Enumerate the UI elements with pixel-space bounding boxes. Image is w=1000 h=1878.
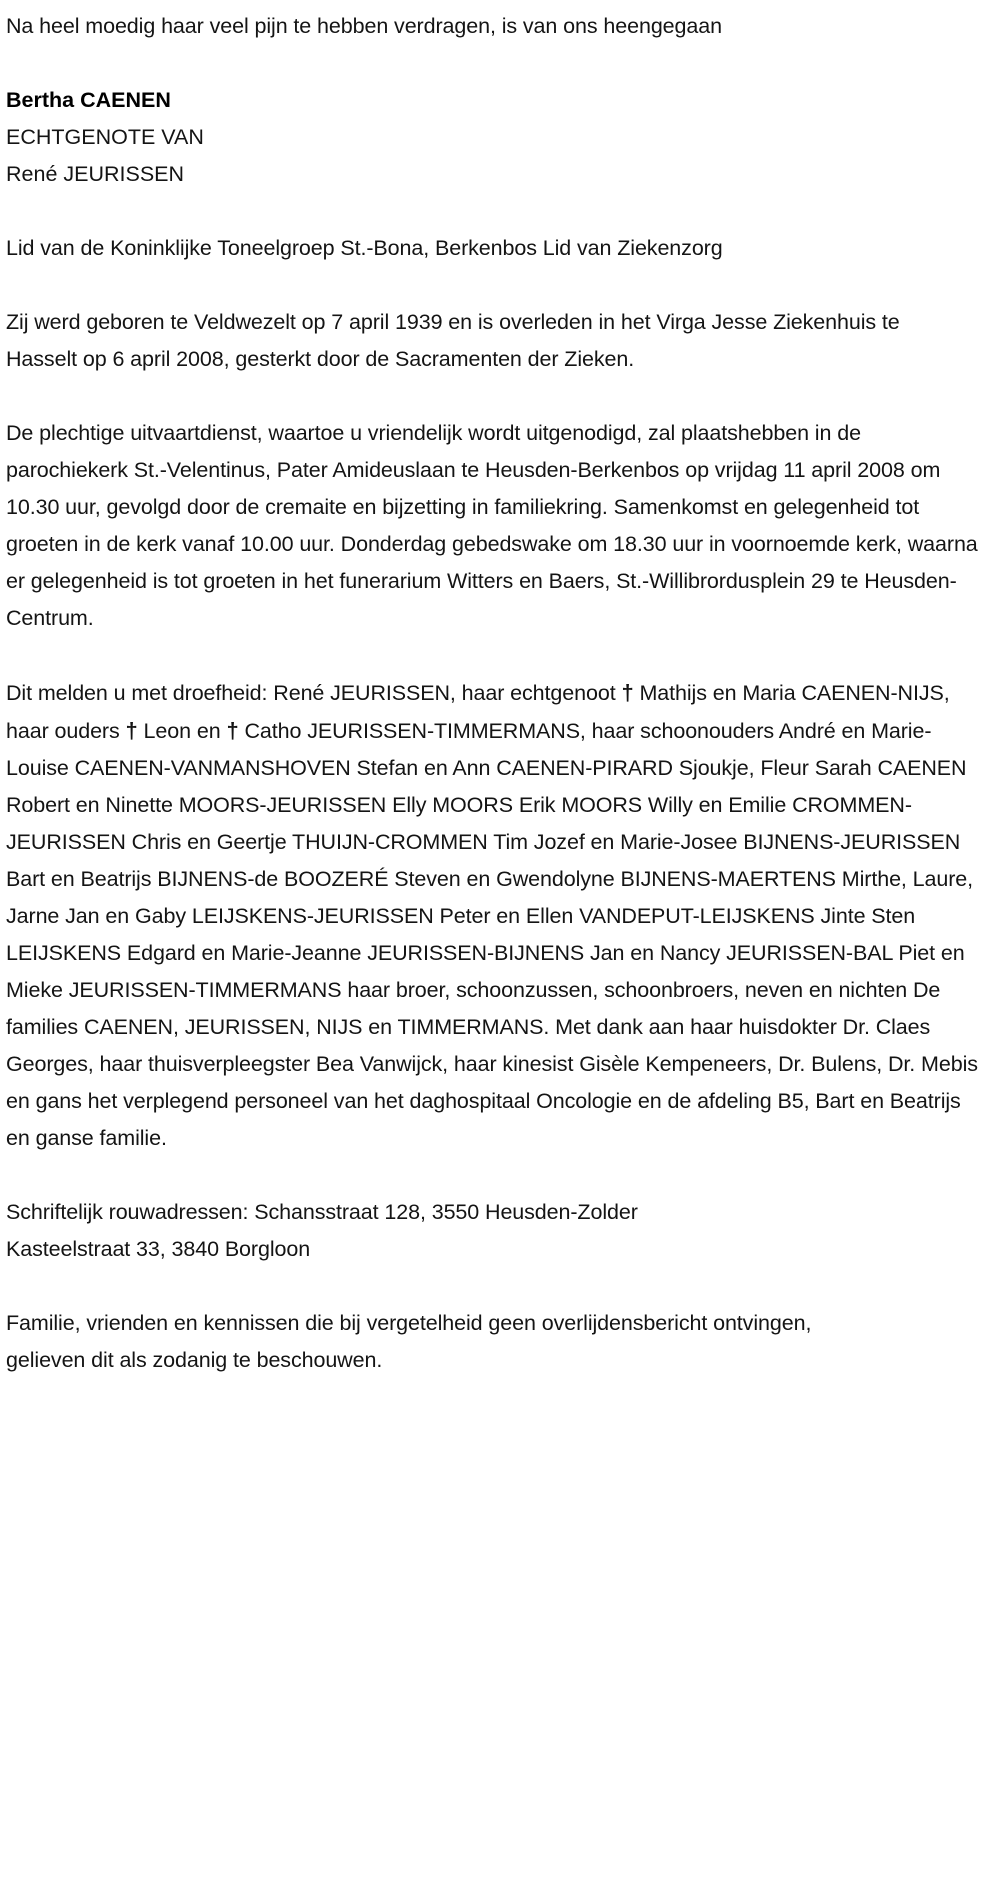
addresses-section (6, 1194, 986, 1268)
spacer (6, 1268, 986, 1305)
deceased-section (6, 82, 986, 193)
address-primary: Schriftelijk rouwadressen: Schansstraat 128, 3550 Heusden-Zolder (6, 1200, 638, 1224)
service-section (6, 415, 986, 637)
family-segment-2: Leon en (137, 719, 227, 743)
dagger-icon: † (621, 680, 634, 705)
closing-section (6, 1305, 986, 1379)
family-section (6, 674, 986, 1157)
spacer (6, 45, 986, 82)
spouse-name: René JEURISSEN (6, 162, 185, 186)
family-lead-in: Dit melden u met droefheid: René JEURISSEN, haar echtgenoot (6, 681, 622, 705)
service-text: De plechtige uitvaartdienst, waartoe u vriendelijk wordt uitgenodigd, zal plaatshebben in de parochiekerk St.-Velentinus, Pater Amideuslaan te Heusden-Berkenbos op vrijdag 11 april 2008 om 10.30 uur, gevolgd door de cremaite en bijzetting in familiekring. Samenkomst en gelegenheid tot groeten in de kerk vanaf 10.00 uur. Donderdag gebedswake om 18.30 uur in voornoemde kerk, waarna er gelegenheid is tot groeten in het funerarium Witters en Baers, St.-Willibrordusplein 29 te Heusden-Centrum. (6, 421, 978, 630)
intro-text: Na heel moedig haar veel pijn te hebben verdragen, is van ons heengegaan (6, 14, 722, 38)
family-text (6, 674, 986, 1157)
spacer (6, 267, 986, 304)
memberships-text: Lid van de Koninklijke Toneelgroep St.-Bona, Berkenbos Lid van Ziekenzorg (6, 236, 723, 260)
family-segment-1: Mathijs en Maria CAENEN-NIJS, haar ouders (6, 681, 950, 743)
family-segment-3: Catho JEURISSEN-TIMMERMANS, haar schoonouders André en Marie-Louise CAENEN-VANMANSHOVEN Stefan en Ann CAENEN-PIRARD Sjoukje, Fleur Sarah CAENEN Robert en Ninette MOORS-JEURISSEN Elly MOORS Erik MOORS Willy en Emilie CROMMEN-JEURISSEN Chris en Geertje THUIJN-CROMMEN Tim Jozef en Marie-Josee BIJNENS-JEURISSEN Bart en Beatrijs BIJNENS-de BOOZERÉ Steven en Gwendolyne BIJNENS-MAERTENS Mirthe, Laure, Jarne Jan en Gaby LEIJSKENS-JEURISSEN Peter en Ellen VANDEPUT-LEIJSKENS Jinte Sten LEIJSKENS Edgard en Marie-Jeanne JEURISSEN-BIJNENS Jan en Nancy JEURISSEN-BAL Piet en Mieke JEURISSEN-TIMMERMANS haar broer, schoonzussen, schoonbroers, neven en nichten De families CAENEN, JEURISSEN, NIJS en TIMMERMANS. Met dank aan haar huisdokter Dr. Claes Georges, haar thuisverpleegster Bea Vanwijck, haar kinesist Gisèle Kempeneers, Dr. Bulens, Dr. Mebis en gans het verplegend personeel van het daghospitaal Oncologie en de afdeling B5, Bart en Beatrijs en ganse familie. (6, 719, 978, 1150)
memberships-section (6, 230, 986, 267)
spacer (6, 378, 986, 415)
dagger-icon: † (125, 718, 138, 743)
spacer (6, 193, 986, 230)
life-section (6, 304, 986, 378)
closing-text: Familie, vrienden en kennissen die bij vergetelheid geen overlijdensbericht ontvingen, gelieven dit als zodanig te beschouwen. (6, 1311, 812, 1372)
spacer (6, 1157, 986, 1194)
intro-section (6, 8, 986, 45)
life-text: Zij werd geboren te Veldwezelt op 7 april 1939 en is overleden in het Virga Jesse Ziekenhuis te Hasselt op 6 april 2008, gesterkt door de Sacramenten der Zieken. (6, 310, 900, 371)
relation-label: ECHTGENOTE VAN (6, 125, 204, 149)
address-secondary: Kasteelstraat 33, 3840 Borgloon (6, 1237, 311, 1261)
deceased-name: Bertha CAENEN (6, 88, 171, 112)
dagger-icon: † (226, 718, 239, 743)
spacer (6, 637, 986, 674)
